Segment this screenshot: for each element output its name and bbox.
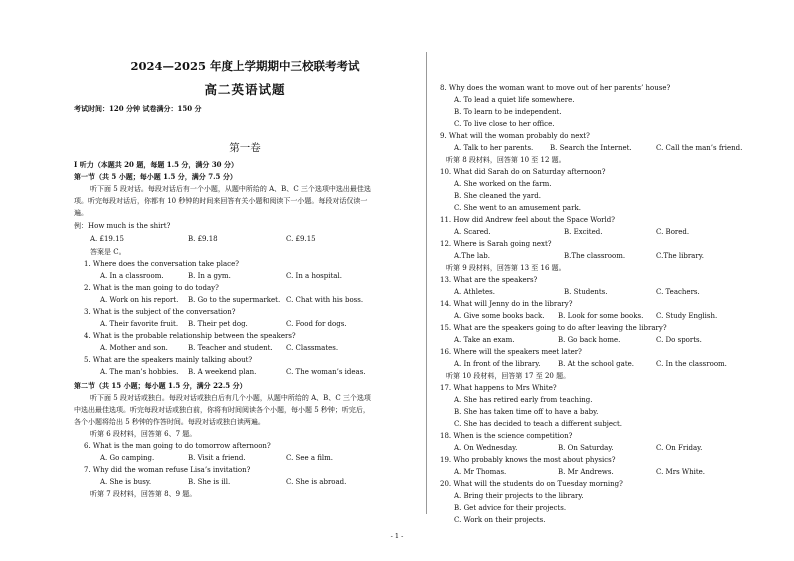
question-text: 17. What happens to Mrs White?	[440, 384, 557, 392]
option-c: C. Bored.	[656, 228, 690, 236]
column-divider	[426, 52, 427, 514]
option-a: A. Take an exam.	[454, 336, 515, 344]
question-text: 11. How did Andrew feel about the Space World?	[440, 216, 616, 224]
option-a: A. Bring their projects to the library.	[454, 492, 584, 500]
question-text: 19. Who probably knows the most about physics?	[440, 456, 616, 464]
option-c: C. Food for dogs.	[286, 320, 347, 328]
option-b: B. Look for some books.	[558, 312, 644, 320]
question-text: 18. When is the science competition?	[440, 432, 573, 440]
page-number: - 1 -	[390, 532, 404, 540]
section2-instructions: 各个小题将给出 5 秒钟的作答时间。每段对话或独白读两遍。	[74, 418, 265, 426]
option-c: C. Classmates.	[286, 344, 339, 352]
option-a: A. Work on his report.	[100, 296, 179, 304]
exam-info: 考试时间：120 分钟 试卷满分：150 分	[74, 104, 202, 113]
question-text: 10. What did Sarah do on Saturday afternoon?	[440, 168, 606, 176]
option-a: A. Athletes.	[454, 288, 495, 296]
option-b: B. She has taken time off to have a baby.	[454, 408, 599, 416]
option-a: A. In front of the library.	[454, 360, 541, 368]
question-text: 9. What will the woman probably do next?	[440, 132, 590, 140]
option-b: B. A weekend plan.	[188, 368, 257, 376]
option-b: B. Students.	[564, 288, 608, 296]
question-text: 15. What are the speakers going to do after leaving the library?	[440, 324, 667, 332]
option-a: A. Talk to her parents.	[454, 144, 534, 152]
material-note: 听第 6 段材料，回答第 6、7 题。	[90, 430, 197, 438]
option-c: C. Mrs White.	[656, 468, 706, 476]
option-c: C. Study English.	[656, 312, 718, 320]
option-b: B. Visit a friend.	[188, 454, 246, 462]
question-text: 5. What are the speakers mainly talking about?	[84, 356, 253, 364]
option-b: B.The classroom.	[564, 252, 626, 260]
option-a: A. To lead a quiet life somewhere.	[454, 96, 575, 104]
option-c: C. She is abroad.	[286, 478, 347, 486]
option-b: B. To learn to be independent.	[454, 108, 562, 116]
option-c: C. The woman’s ideas.	[286, 368, 366, 376]
option-a: A. Give some books back.	[454, 312, 545, 320]
volume-heading: 第一卷	[229, 142, 261, 154]
question-text: 14. What will Jenny do in the library?	[440, 300, 573, 308]
example-answer: 答案是 C。	[90, 248, 126, 256]
example-option-b: B. £9.18	[188, 235, 218, 243]
option-b: B. She cleaned the yard.	[454, 192, 541, 200]
question-text: 6. What is the man going to do tomorrow afternoon?	[84, 442, 271, 450]
option-c: C.The library.	[656, 252, 704, 260]
option-a: A. Their favorite fruit.	[100, 320, 179, 328]
option-c: C. Teachers.	[656, 288, 700, 296]
option-a: A. The man’s hobbies.	[100, 368, 179, 376]
option-a: A. She is busy.	[100, 478, 152, 486]
option-c: C. In a hospital.	[286, 272, 342, 280]
option-c: C. Chat with his boss.	[286, 296, 364, 304]
option-b: B. Teacher and student.	[188, 344, 273, 352]
section2-instructions: 中选出最佳选项。听完每段对话或独白前，你将有时间阅读各个小题，每小题 5 秒钟；听完后，	[74, 406, 370, 414]
question-text: 2. What is the man going to do today?	[84, 284, 219, 292]
option-b: B. She is ill.	[188, 478, 231, 486]
option-a: A. Mother and son.	[100, 344, 168, 352]
question-text: 1. Where does the conversation take place?	[84, 260, 239, 268]
option-b: B. Get advice for their projects.	[454, 504, 567, 512]
question-text: 20. What will the students do on Tuesday morning?	[440, 480, 623, 488]
exam-subtitle: 高二英语试题	[204, 82, 286, 97]
option-a: A. On Wednesday.	[454, 444, 518, 452]
option-a: A. In a classroom.	[100, 272, 164, 280]
option-c: C. Work on their projects.	[454, 516, 546, 524]
question-text: 8. Why does the woman want to move out of her parents’ house?	[440, 84, 671, 92]
material-note: 听第 9 段材料，回答第 13 至 16 题。	[446, 264, 566, 272]
material-note: 听第 10 段材料，回答第 17 至 20 题。	[446, 372, 571, 380]
option-b: B. Excited.	[564, 228, 603, 236]
section2-heading: 第二节（共 15 小题；每小题 1.5 分，满分 22.5 分）	[74, 381, 247, 390]
option-a: A. Scared.	[454, 228, 491, 236]
section1-instructions: 项。听完每段对话后，你都有 10 秒钟的时间来回答有关小题和阅读下一小题。每段对话仅读一	[74, 197, 368, 205]
material-note: 听第 7 段材料，回答第 8、9 题。	[90, 490, 197, 498]
option-c: C. Call the man’s friend.	[656, 144, 743, 152]
question-text: 13. What are the speakers?	[440, 276, 538, 284]
option-b: B. Go to the supermarket.	[188, 296, 281, 304]
option-a: A. Go camping.	[100, 454, 155, 462]
question-text: 12. Where is Sarah going next?	[440, 240, 552, 248]
section1-instructions: 遍。	[74, 209, 88, 217]
option-b: B. On Saturday.	[558, 444, 614, 452]
option-a: A. Mr Thomas.	[454, 468, 507, 476]
option-a: A. She has retired early from teaching.	[454, 396, 593, 404]
option-c: C. To live close to her office.	[454, 120, 555, 128]
section1-instructions: 听下面 5 段对话。每段对话后有一个小题，从题中所给的 A、B、C 三个选项中选出最佳选	[90, 185, 371, 193]
material-note: 听第 8 段材料，回答第 10 至 12 题。	[446, 156, 566, 164]
exam-title: 2024—2025 年度上学期期中三校联考考试	[130, 59, 360, 73]
example-option-a: A. £19.15	[90, 235, 124, 243]
question-text: 3. What is the subject of the conversation?	[84, 308, 236, 316]
option-c: C. She has decided to teach a different subject.	[454, 420, 622, 428]
option-a: A. She worked on the farm.	[454, 180, 552, 188]
option-b: B. Mr Andrews.	[558, 468, 614, 476]
option-b: B. At the school gate.	[558, 360, 635, 368]
option-b: B. In a gym.	[188, 272, 231, 280]
option-c: C. She went to an amusement park.	[454, 204, 581, 212]
question-text: 16. Where will the speakers meet later?	[440, 348, 582, 356]
section2-instructions: 听下面 5 段对话或独白。每段对话或独白后有几个小题，从题中所给的 A、B、C 三个选项	[90, 394, 371, 402]
option-a: A.The lab.	[454, 252, 490, 260]
option-b: B. Their pet dog.	[188, 320, 248, 328]
option-c: C. See a film.	[286, 454, 334, 462]
example-question: 例：How much is the shirt?	[74, 222, 171, 230]
example-option-c: C. £9.15	[286, 235, 316, 243]
listening-heading: I 听力（本题共 20 题，每题 1.5 分，满分 30 分）	[74, 160, 238, 169]
question-text: 7. Why did the woman refuse Lisa’s invitation?	[84, 466, 251, 474]
option-b: B. Go back home.	[558, 336, 621, 344]
section1-heading: 第一节（共 5 小题；每小题 1.5 分，满分 7.5 分）	[74, 172, 237, 181]
option-c: C. In the classroom.	[656, 360, 727, 368]
option-b: B. Search the Internet.	[550, 144, 632, 152]
option-c: C. On Friday.	[656, 444, 703, 452]
option-c: C. Do sports.	[656, 336, 702, 344]
question-text: 4. What is the probable relationship between the speakers?	[84, 332, 296, 340]
